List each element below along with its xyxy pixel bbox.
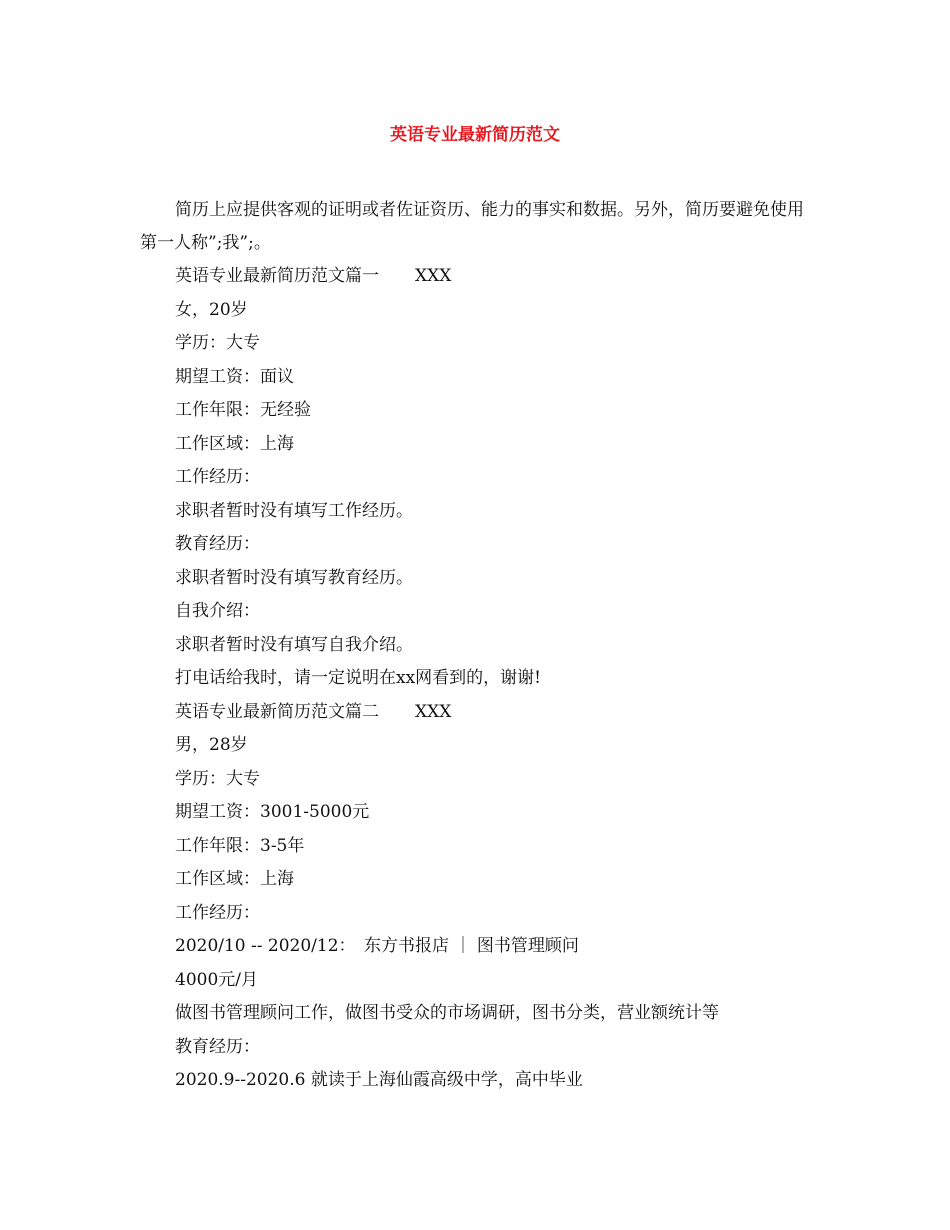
line-text: 做图书管理顾问工作，做图书受众的市场调研，图书分类，营业额统计等 [175, 1003, 719, 1023]
line-text: 工作年限：3-5年 [175, 835, 305, 856]
document-title: 英语专业最新简历范文 [390, 125, 560, 145]
document-line [175, 897, 835, 931]
document-line [175, 1064, 835, 1098]
line-text: 英语专业最新简历范文篇一 [175, 266, 379, 286]
document-line [175, 729, 835, 763]
line-text: 英语专业最新简历范文篇二 [175, 701, 379, 722]
document-line [175, 997, 835, 1031]
intro-paragraph: 简历上应提供客观的证明或者佐证资历、能力的事实和数据。另外，简历要避免使用第一人称”;我”;。 [140, 200, 804, 253]
document-line [175, 629, 835, 663]
line-text: 教育经历： [175, 534, 260, 554]
document-line [175, 662, 835, 696]
document-line [175, 930, 835, 964]
document-line [175, 495, 835, 529]
line-text: 教育经历： [175, 1036, 260, 1057]
document-line [175, 1031, 835, 1065]
line-text: 学历：大专 [175, 333, 260, 353]
document-line [175, 830, 835, 864]
line-text: 工作经历： [175, 902, 260, 923]
line-text: 打电话给我时，请一定说明在xx网看到的，谢谢! [175, 668, 542, 688]
document-line [175, 595, 835, 629]
line-text: 求职者暂时没有填写教育经历。 [175, 567, 413, 588]
document-line [175, 260, 835, 294]
line-text: 女，20岁 [175, 299, 248, 320]
line-text: 4000元/月 [175, 969, 258, 990]
document-line [175, 428, 835, 462]
line-text: 自我介绍： [175, 601, 260, 621]
document-line [175, 327, 835, 361]
resume-lines [175, 260, 835, 1098]
document-line [175, 528, 835, 562]
line-text: 2020/10 -- 2020/12： 东方书报店 ｜ 图书管理顾问 [175, 936, 579, 956]
line-text: 工作经历： [175, 467, 260, 487]
document-line [175, 461, 835, 495]
document-line [175, 696, 835, 730]
line-text: 求职者暂时没有填写工作经历。 [175, 500, 413, 521]
line-text: 2020.9--2020.6 就读于上海仙霞高级中学，高中毕业 [175, 1070, 583, 1090]
document-line [175, 763, 835, 797]
document-line [175, 964, 835, 998]
line-text: 学历：大专 [175, 768, 260, 789]
document-line [175, 863, 835, 897]
document-line [175, 562, 835, 596]
line-name-placeholder: XXX [415, 266, 452, 286]
document-line [175, 361, 835, 395]
line-text: 工作年限：无经验 [175, 400, 311, 420]
line-text: 工作区域：上海 [175, 869, 294, 889]
line-text: 期望工资：面议 [175, 366, 294, 387]
document-line [175, 294, 835, 328]
line-text: 工作区域：上海 [175, 433, 294, 454]
document-line [175, 796, 835, 830]
line-text: 期望工资：3001-5000元 [175, 802, 370, 822]
line-name-placeholder: XXX [415, 701, 452, 722]
document-line [175, 394, 835, 428]
line-text: 求职者暂时没有填写自我介绍。 [175, 634, 413, 655]
line-text: 男，28岁 [175, 735, 248, 755]
